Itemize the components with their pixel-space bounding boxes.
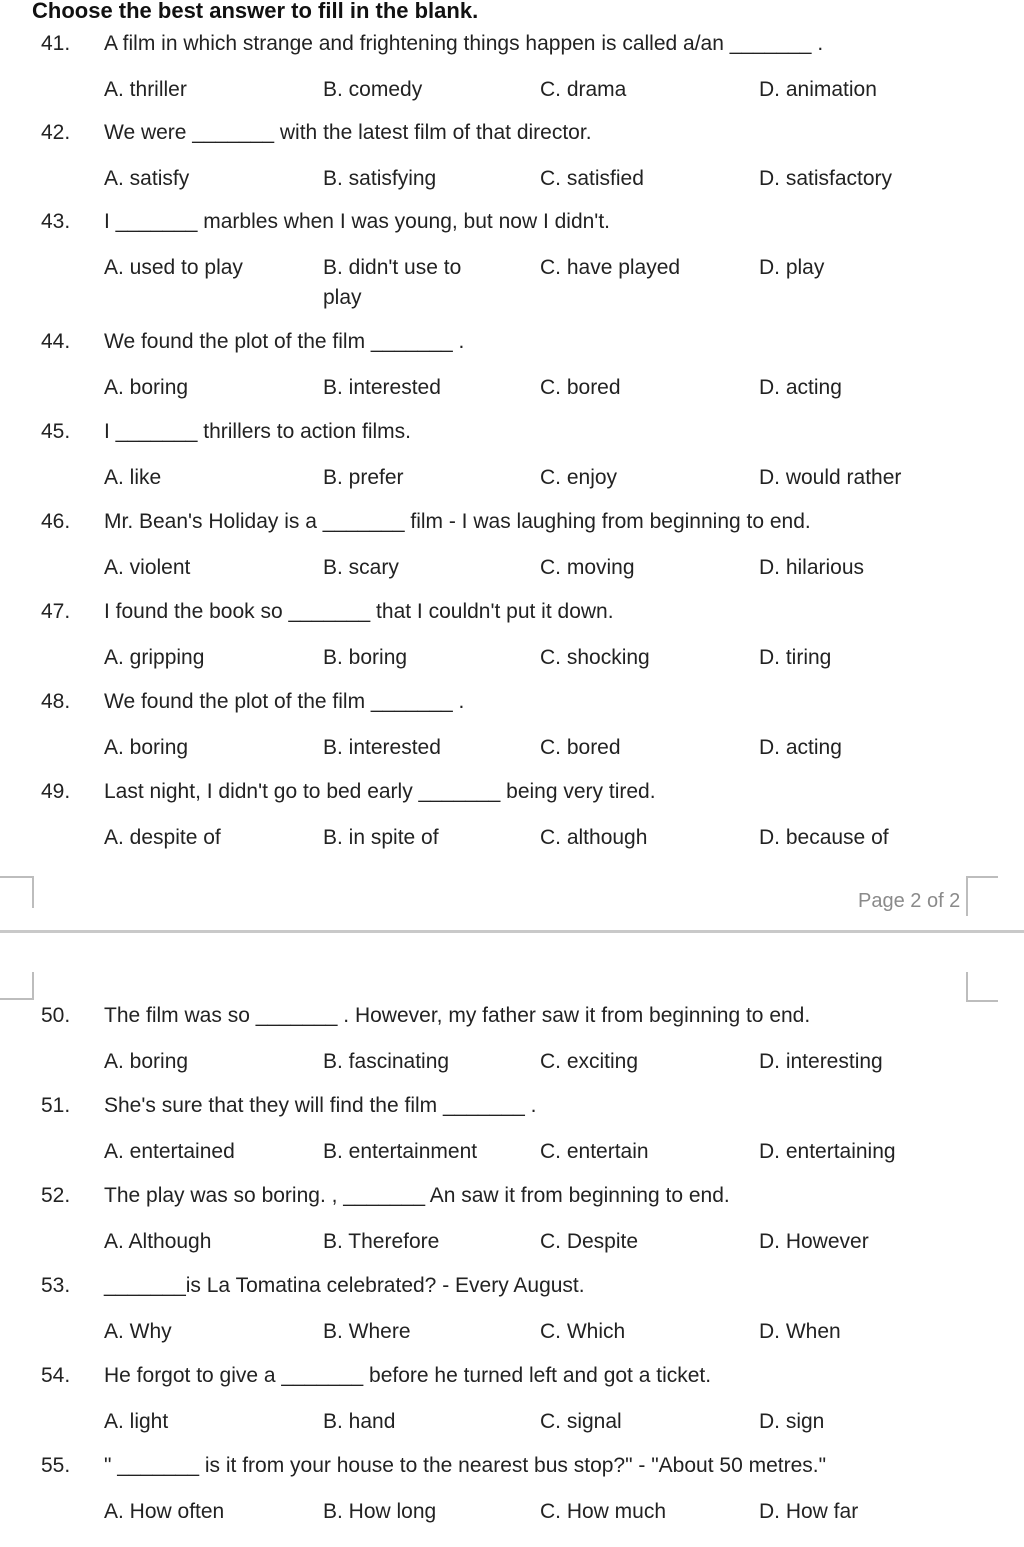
option-c[interactable]: C. How much xyxy=(540,1500,667,1523)
option-c[interactable]: C. Which xyxy=(540,1320,626,1343)
page-corner-mark xyxy=(966,972,998,1002)
option-a[interactable]: A. satisfy xyxy=(104,167,190,190)
question-stem: We found the plot of the film _______ . xyxy=(104,690,465,713)
option-d[interactable]: D. How far xyxy=(759,1500,859,1523)
question-stem: We were _______ with the latest film of that director. xyxy=(104,121,592,144)
option-a[interactable]: A. boring xyxy=(104,376,189,399)
question-number: 41. xyxy=(41,32,71,55)
option-b[interactable]: B. didn't use to play xyxy=(323,256,462,309)
question-stem: _______is La Tomatina celebrated? - Every August. xyxy=(104,1274,585,1297)
question-stem: I _______ marbles when I was young, but now I didn't. xyxy=(104,210,610,233)
page-corner-mark xyxy=(966,876,998,916)
question-55 xyxy=(0,1452,1024,1542)
question-43 xyxy=(0,208,1024,309)
instructions-heading: Choose the best answer to fill in the blank. xyxy=(32,0,479,23)
option-a[interactable]: A. Why xyxy=(104,1320,172,1343)
option-d[interactable]: D. When xyxy=(759,1320,841,1343)
option-c[interactable]: C. have played xyxy=(540,256,681,279)
question-number: 43. xyxy=(41,210,71,233)
option-b[interactable]: B. entertainment xyxy=(323,1140,478,1163)
option-a[interactable]: A. entertained xyxy=(104,1140,235,1163)
option-a[interactable]: A. violent xyxy=(104,556,191,579)
option-c[interactable]: C. entertain xyxy=(540,1140,649,1163)
question-number: 47. xyxy=(41,600,71,623)
option-a[interactable]: A. light xyxy=(104,1410,169,1433)
option-d[interactable]: D. sign xyxy=(759,1410,825,1433)
option-c[interactable]: C. bored xyxy=(540,376,621,399)
option-b[interactable]: B. Where xyxy=(323,1320,411,1343)
question-number: 55. xyxy=(41,1454,71,1477)
page-corner-mark xyxy=(0,876,34,908)
option-c[interactable]: C. enjoy xyxy=(540,466,618,489)
question-number: 44. xyxy=(41,330,71,353)
option-d[interactable]: D. because of xyxy=(759,826,889,849)
question-number: 53. xyxy=(41,1274,71,1297)
page-corner-mark xyxy=(0,972,34,1000)
option-b[interactable]: B. How long xyxy=(323,1500,437,1523)
option-d[interactable]: D. satisfactory xyxy=(759,167,893,190)
question-stem: I found the book so _______ that I couldn't put it down. xyxy=(104,600,614,623)
question-47 xyxy=(0,598,1024,688)
question-stem: The play was so boring. , _______ An saw it from beginning to end. xyxy=(104,1184,730,1207)
question-50 xyxy=(0,1002,1024,1092)
option-c[interactable]: C. signal xyxy=(540,1410,622,1433)
option-d[interactable]: D. entertaining xyxy=(759,1140,896,1163)
option-b[interactable]: B. interested xyxy=(323,736,441,759)
question-number: 54. xyxy=(41,1364,71,1387)
page-number-label: Page 2 of 2 xyxy=(858,890,961,912)
option-b[interactable]: B. comedy xyxy=(323,78,423,101)
option-c[interactable]: C. bored xyxy=(540,736,621,759)
question-number: 50. xyxy=(41,1004,71,1027)
page-separator xyxy=(0,930,1024,933)
option-a[interactable]: A. thriller xyxy=(104,78,187,101)
option-b[interactable]: B. Therefore xyxy=(323,1230,440,1253)
option-d[interactable]: D. would rather xyxy=(759,466,902,489)
question-number: 45. xyxy=(41,420,71,443)
question-number: 49. xyxy=(41,780,71,803)
option-c[interactable]: C. shocking xyxy=(540,646,650,669)
question-number: 52. xyxy=(41,1184,71,1207)
option-d[interactable]: D. acting xyxy=(759,376,842,399)
option-c[interactable]: C. drama xyxy=(540,78,627,101)
question-53 xyxy=(0,1272,1024,1362)
option-d[interactable]: D. interesting xyxy=(759,1050,883,1073)
option-c[interactable]: C. Despite xyxy=(540,1230,639,1253)
question-stem: She's sure that they will find the film _______ . xyxy=(104,1094,537,1117)
option-b[interactable]: B. prefer xyxy=(323,466,404,489)
option-b[interactable]: B. boring xyxy=(323,646,408,669)
question-stem: Last night, I didn't go to bed early _______ being very tired. xyxy=(104,780,656,803)
question-stem: The film was so _______ . However, my father saw it from beginning to end. xyxy=(104,1004,811,1027)
question-stem: We found the plot of the film _______ . xyxy=(104,330,465,353)
option-b[interactable]: B. fascinating xyxy=(323,1050,450,1073)
question-stem: " _______ is it from your house to the nearest bus stop?" - "About 50 metres." xyxy=(104,1454,827,1477)
question-52 xyxy=(0,1182,1024,1272)
question-stem: He forgot to give a _______ before he turned left and got a ticket. xyxy=(104,1364,712,1387)
question-stem: Mr. Bean's Holiday is a _______ film - I was laughing from beginning to end. xyxy=(104,510,811,533)
option-c[interactable]: C. although xyxy=(540,826,648,849)
question-stem: A film in which strange and frightening things happen is called a/an _______ . xyxy=(104,32,824,55)
question-41 xyxy=(0,30,1024,120)
option-d[interactable]: D. acting xyxy=(759,736,842,759)
option-a[interactable]: A. used to play xyxy=(104,256,243,279)
question-44 xyxy=(0,328,1024,418)
question-49 xyxy=(0,778,1024,868)
option-b[interactable]: B. satisfying xyxy=(323,167,437,190)
option-b[interactable]: B. hand xyxy=(323,1410,396,1433)
option-a[interactable]: A. like xyxy=(104,466,162,489)
question-number: 48. xyxy=(41,690,71,713)
option-a[interactable]: A. boring xyxy=(104,736,189,759)
question-45 xyxy=(0,418,1024,508)
option-c[interactable]: C. exciting xyxy=(540,1050,639,1073)
question-number: 42. xyxy=(41,121,71,144)
question-number: 46. xyxy=(41,510,71,533)
option-a[interactable]: A. Although xyxy=(104,1230,212,1253)
option-d[interactable]: D. play xyxy=(759,256,825,279)
option-b[interactable]: B. scary xyxy=(323,556,399,579)
option-d[interactable]: D. tiring xyxy=(759,646,832,669)
question-number: 51. xyxy=(41,1094,71,1117)
question-stem: I _______ thrillers to action films. xyxy=(104,420,411,443)
option-a[interactable]: A. despite of xyxy=(104,826,221,849)
question-48 xyxy=(0,688,1024,778)
option-c[interactable]: C. satisfied xyxy=(540,167,644,190)
question-54 xyxy=(0,1362,1024,1452)
option-a[interactable]: A. boring xyxy=(104,1050,189,1073)
option-d[interactable]: D. However xyxy=(759,1230,869,1253)
option-a[interactable]: A. gripping xyxy=(104,646,205,669)
option-b[interactable]: B. in spite of xyxy=(323,826,439,849)
question-51 xyxy=(0,1092,1024,1182)
option-d[interactable]: D. hilarious xyxy=(759,556,865,579)
option-d[interactable]: D. animation xyxy=(759,78,877,101)
question-46 xyxy=(0,508,1024,598)
option-a[interactable]: A. How often xyxy=(104,1500,225,1523)
option-b[interactable]: B. interested xyxy=(323,376,441,399)
question-42 xyxy=(0,119,1024,209)
option-c[interactable]: C. moving xyxy=(540,556,635,579)
